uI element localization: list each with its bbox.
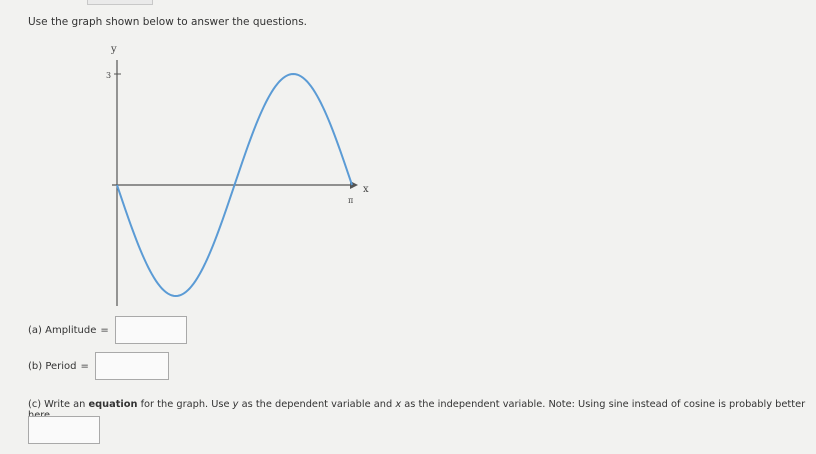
period-label: (b) Period xyxy=(28,360,77,372)
var-x: x xyxy=(395,399,402,410)
instructions-text: Use the graph shown below to answer the questions. xyxy=(28,16,307,28)
y-tick-label: 3 xyxy=(106,71,112,80)
period-input[interactable] xyxy=(95,352,169,380)
question-c-bold: equation xyxy=(88,399,138,410)
question-c-post: as the independent variable. Note: Using sine instead of cosine is probably better xyxy=(404,399,806,410)
var-y: y xyxy=(232,399,239,410)
question-c-mid1: for the graph. Use xyxy=(137,399,233,410)
question-c xyxy=(28,399,816,421)
equals-sign: = xyxy=(100,324,109,336)
amplitude-input[interactable] xyxy=(115,316,187,344)
x-axis-label: x xyxy=(363,184,369,195)
x-tick-label: π xyxy=(348,196,354,205)
y-axis-label: y xyxy=(111,44,117,55)
question-b xyxy=(28,352,169,380)
equals-sign: = xyxy=(80,360,89,372)
amplitude-label: (a) Amplitude xyxy=(28,324,97,336)
equation-input[interactable] xyxy=(28,416,100,444)
question-c-pre: (c) Write an xyxy=(28,399,89,410)
question-c-mid2: as the dependent variable and xyxy=(238,399,396,410)
question-a xyxy=(28,316,187,344)
